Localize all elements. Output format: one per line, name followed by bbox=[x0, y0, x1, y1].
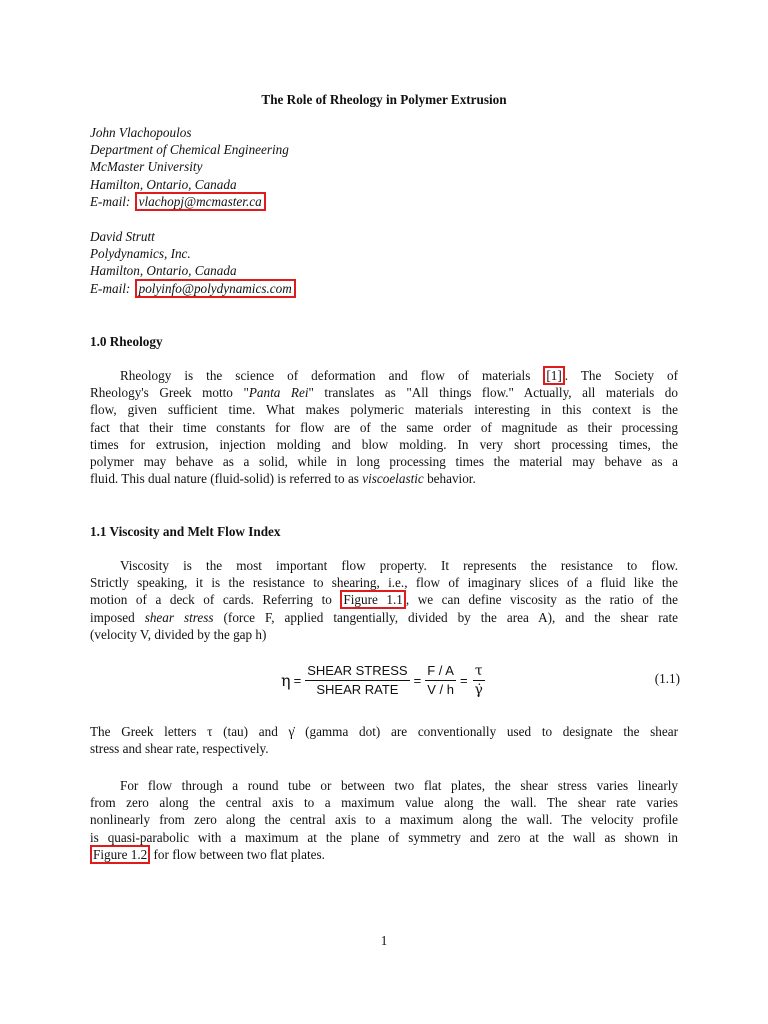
text-line: Rheology's Greek motto "Panta Rei" translates as "All things flow." Actually, all materials do bbox=[90, 385, 678, 401]
text-line: imposed shear stress (force F, applied tangentially, divided by the area A), and the shear rate bbox=[90, 609, 678, 625]
figure-link[interactable]: Figure 1.2 bbox=[90, 845, 150, 864]
paragraph-flow-profile bbox=[90, 777, 678, 863]
paper-title: The Role of Rheology in Polymer Extrusion bbox=[261, 92, 507, 107]
author-location: Hamilton, Ontario, Canada bbox=[90, 176, 237, 192]
eta-symbol: η bbox=[281, 670, 291, 690]
text-line: Viscosity is the most important flow property. It represents the resistance to flow. bbox=[120, 558, 678, 573]
text-line: nonlinearly from zero along the central axis to a maximum along the wall. The velocity profile bbox=[90, 812, 678, 828]
text-line: times for extrusion, injection molding and blow molding. In very short processing times, the bbox=[90, 436, 678, 452]
citation-link[interactable]: [1] bbox=[543, 366, 564, 385]
author-company: Polydynamics, Inc. bbox=[90, 246, 191, 262]
equation-1-1 bbox=[90, 658, 680, 702]
email-label: E-mail: bbox=[90, 280, 131, 296]
text-line: fact that their time constants for flow are of the same order of magnitude as their processing bbox=[90, 419, 678, 435]
author-department: Department of Chemical Engineering bbox=[90, 142, 289, 158]
author-location: Hamilton, Ontario, Canada bbox=[90, 263, 237, 279]
page-number: 1 bbox=[380, 933, 388, 948]
author-name: David Strutt bbox=[90, 229, 155, 244]
text-line: Strictly speaking, it is the resistance to shearing, i.e., flow of imaginary slices of a fluid like the bbox=[90, 575, 678, 591]
email-link[interactable]: vlachopj@mcmaster.ca bbox=[135, 192, 266, 211]
text-line: is quasi-parabolic with a maximum at the plane of symmetry and zero at the wall as shown in bbox=[90, 829, 678, 845]
author-institution: McMaster University bbox=[90, 159, 203, 175]
text-line: For flow through a round tube or between two flat plates, the shear stress varies linearly bbox=[120, 778, 678, 793]
text-line: stress and shear rate, respectively. bbox=[90, 741, 269, 757]
paragraph-greek-letters bbox=[90, 723, 678, 757]
text-line: Rheology is the science of deformation and flow of materials [1] . The Society of bbox=[120, 368, 678, 383]
author-email-line bbox=[90, 280, 296, 297]
fraction-tau-gamma: $\frac{\tau}{\gammȧ}$ bbox=[474, 662, 483, 698]
author-block-1 bbox=[90, 124, 289, 210]
text-line: motion of a deck of cards. Referring to Figure 1.1 , we can define viscosity as the ratio of the bbox=[90, 592, 678, 608]
text-line: polymer may behave as a solid, while in long processing times the material may behave as a bbox=[90, 454, 678, 470]
text-line: (velocity V, divided by the gap h) bbox=[90, 626, 267, 642]
equation-body: η = $\frac{\text{SHEAR STRESS}}{\text{SHEAR RATE}}$ = $\frac{F / A}{V / h}$ = $\frac{\tau}{\gammȧ}$ bbox=[280, 658, 488, 702]
fraction-stress-rate: $\frac{\text{SHEAR STRESS}}{\text{SHEAR RATE}}$ bbox=[307, 662, 408, 697]
section-heading-viscosity: 1.1 Viscosity and Melt Flow Index bbox=[90, 524, 281, 539]
author-email-line bbox=[90, 193, 289, 210]
paragraph-rheology bbox=[90, 367, 678, 487]
text-line: The Greek letters τ (tau) and γ̇ (gamma dot) are conventionally used to designate the shear bbox=[90, 724, 678, 739]
text-line: flow, given sufficient time. What makes polymeric materials interesting in this context is the bbox=[90, 402, 678, 418]
author-block-2 bbox=[90, 228, 296, 297]
email-link[interactable]: polyinfo@polydynamics.com bbox=[135, 279, 296, 298]
fraction-force-velocity: $\frac{F / A}{V / h}$ bbox=[427, 662, 454, 697]
figure-link[interactable]: Figure 1.1 bbox=[340, 590, 405, 609]
email-label: E-mail: bbox=[90, 193, 131, 209]
text-line: fluid. This dual nature (fluid-solid) is referred to as viscoelastic behavior. bbox=[90, 471, 476, 487]
text-line: from zero along the central axis to a maximum value along the wall. The shear rate varies bbox=[90, 795, 678, 811]
equation-number: (1.1) bbox=[654, 671, 680, 686]
text-line: Figure 1.2 for flow between two flat plates. bbox=[90, 846, 678, 863]
author-name: John Vlachopoulos bbox=[90, 125, 192, 140]
paragraph-viscosity bbox=[90, 557, 678, 643]
section-heading-rheology: 1.0 Rheology bbox=[90, 334, 163, 349]
